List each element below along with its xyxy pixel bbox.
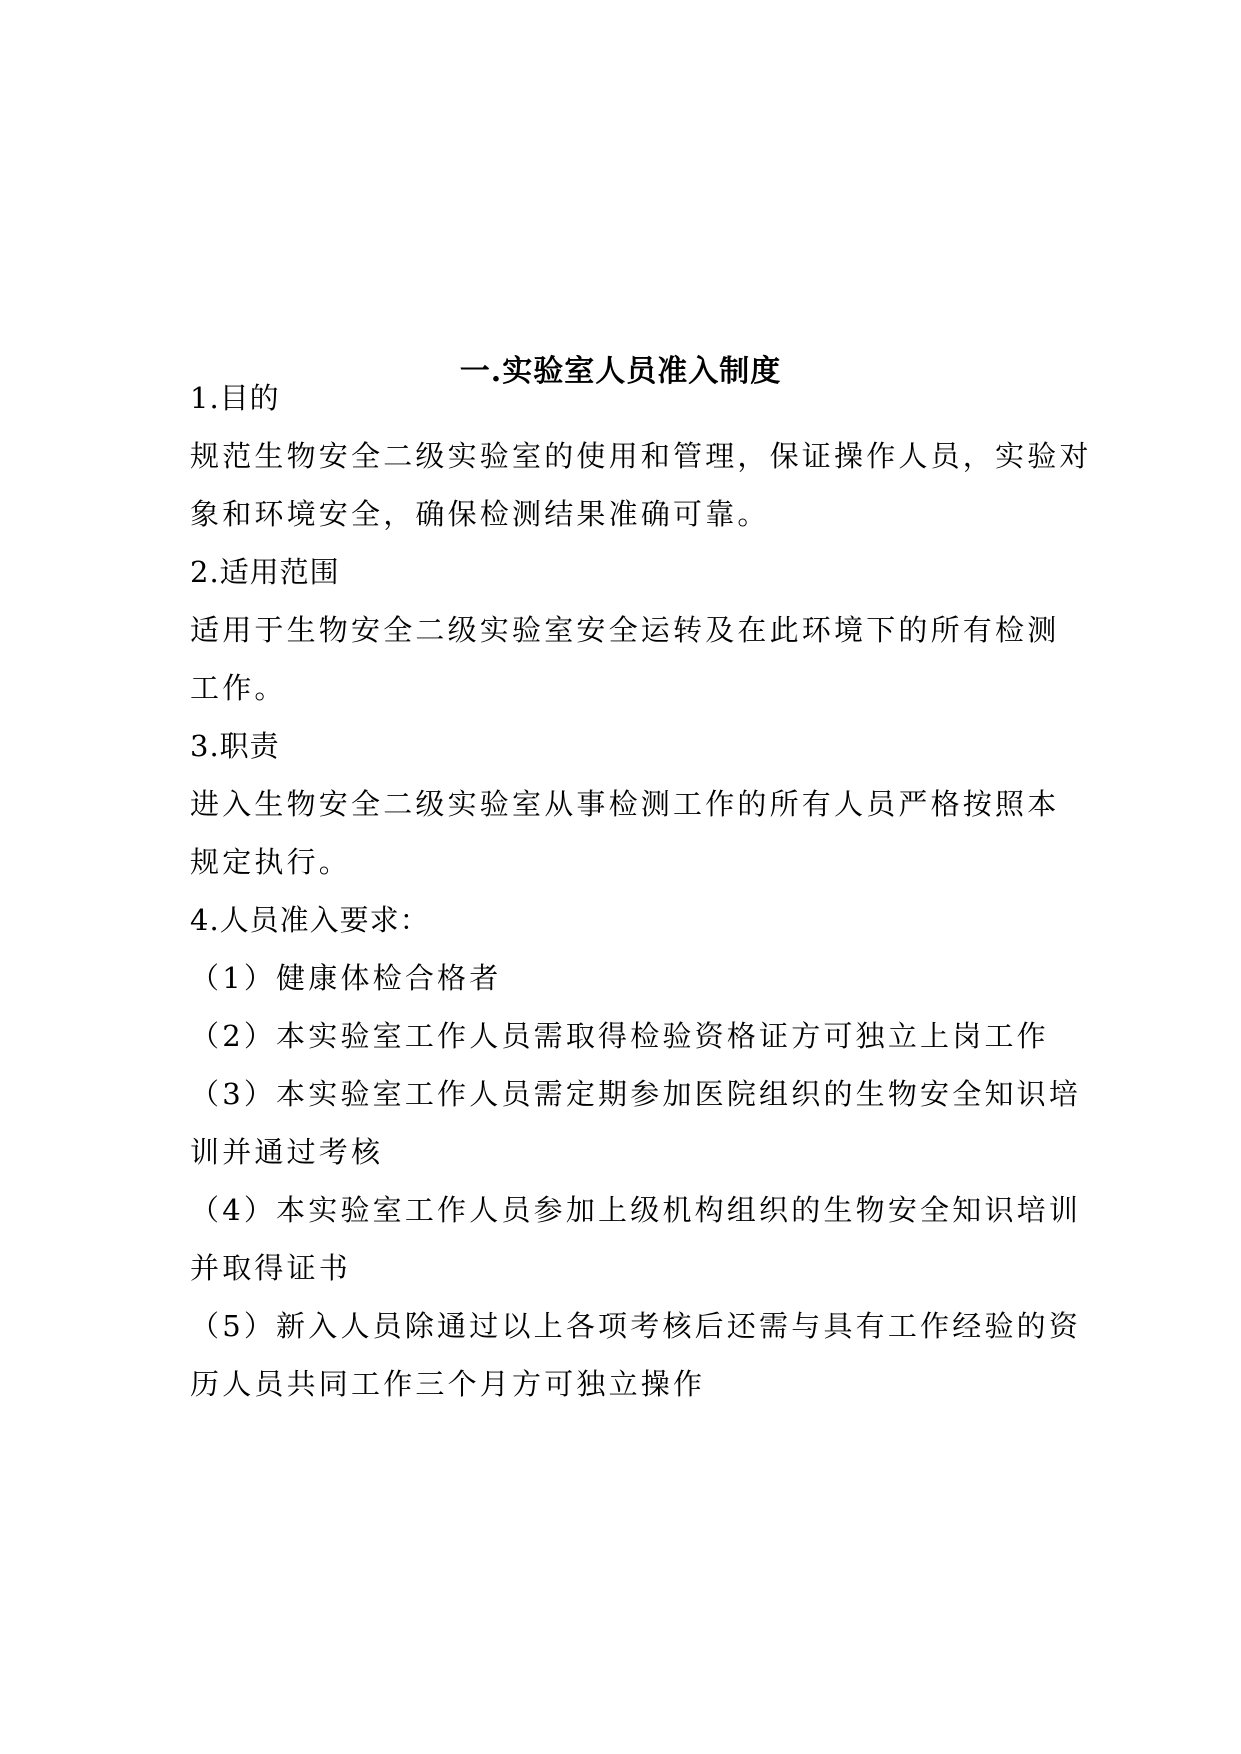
- section-body-line: 规范生物安全二级实验室的使用和管理，保证操作人员，实验对: [190, 439, 1092, 473]
- section-body-line: 象和环境安全，确保检测结果准确可靠。: [190, 497, 770, 531]
- section-body-line: 规定执行。: [190, 845, 352, 879]
- requirement-item: （3）本实验室工作人员需定期参加医院组织的生物安全知识培: [190, 1077, 1082, 1111]
- section-heading-purpose: 1.目的: [190, 381, 280, 415]
- requirement-item-continuation: 训并通过考核: [190, 1135, 384, 1169]
- section-heading-scope: 2.适用范围: [190, 555, 340, 589]
- section-heading-requirements: 4.人员准入要求：: [190, 903, 430, 937]
- requirement-item-continuation: 并取得证书: [190, 1251, 352, 1285]
- document-title: 一.实验室人员准入制度: [459, 354, 782, 389]
- requirement-item: （4）本实验室工作人员参加上级机构组织的生物安全知识培训: [190, 1193, 1082, 1227]
- section-body-line: 工作。: [190, 671, 287, 705]
- section-body-line: 进入生物安全二级实验室从事检测工作的所有人员严格按照本: [190, 787, 1060, 821]
- requirement-item-continuation: 历人员共同工作三个月方可独立操作: [190, 1367, 706, 1401]
- section-body-line: 适用于生物安全二级实验室安全运转及在此环境下的所有检测: [190, 613, 1060, 647]
- requirement-item: （5）新入人员除通过以上各项考核后还需与具有工作经验的资: [190, 1309, 1082, 1343]
- requirement-item: （1）健康体检合格者: [190, 961, 502, 995]
- requirement-item: （2）本实验室工作人员需取得检验资格证方可独立上岗工作: [190, 1019, 1049, 1053]
- section-heading-responsibilities: 3.职责: [190, 729, 280, 763]
